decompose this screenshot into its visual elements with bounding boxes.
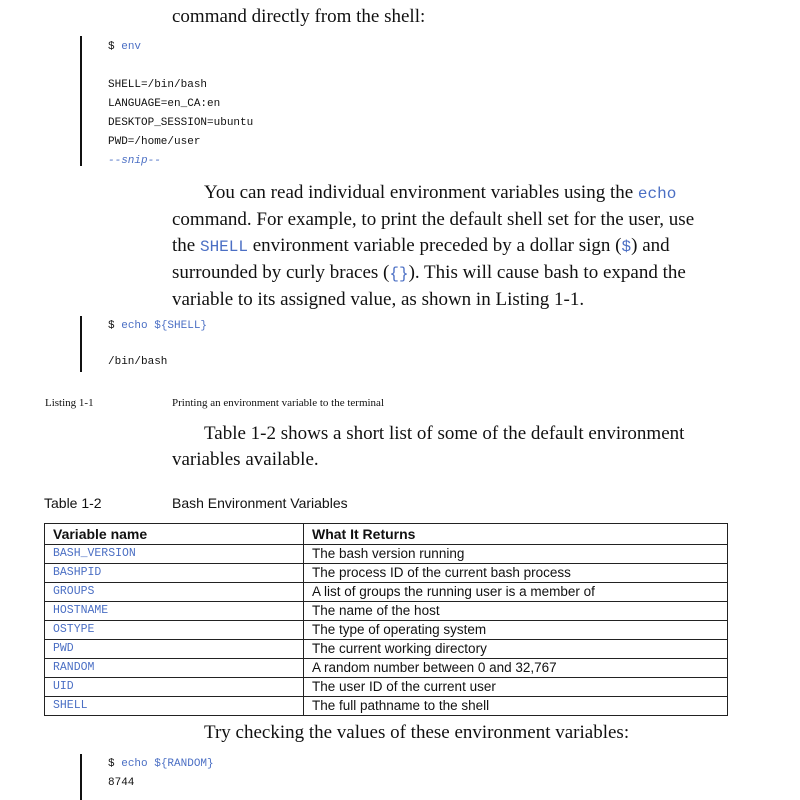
paragraph-echo: You can read individual environment variables using the echo command. For example, to print the default shell set for the user, use the SHELL environment variable preceded by a dollar sign ($) and surrounded by curly braces ({}). This will cause bash to expand the variable to its assigned value, as shown in Listing 1-1.: [172, 182, 695, 310]
code-block-bar: [80, 36, 82, 166]
listing-label: Listing 1-1: [45, 397, 94, 409]
code-output-line: PWD=/home/user: [108, 136, 201, 148]
table-header-returns: What It Returns: [304, 524, 728, 545]
code-output-line: LANGUAGE=en_CA:en: [108, 98, 221, 110]
code-command: echo ${RANDOM}: [121, 758, 214, 770]
table-row: BASH_VERSION The bash version running: [45, 545, 728, 564]
table-row: UID The user ID of the current user: [45, 678, 728, 697]
table-row: RANDOM A random number between 0 and 32,767: [45, 659, 728, 678]
table-label: Table 1-2: [44, 495, 102, 511]
code-block-bar: [80, 316, 82, 372]
table-row: HOSTNAME The name of the host: [45, 602, 728, 621]
code-command: env: [121, 41, 142, 53]
code-output-line: /bin/bash: [108, 356, 168, 368]
table-row: OSTYPE The type of operating system: [45, 621, 728, 640]
env-variables-table: [44, 523, 728, 716]
inline-code-shell: SHELL: [199, 238, 248, 256]
table-header-variable: Variable name: [45, 524, 304, 545]
code-command: echo ${SHELL}: [121, 320, 208, 332]
code-command-line: $ echo ${RANDOM}: [108, 758, 214, 770]
code-snip: --snip--: [108, 155, 161, 167]
code-block-env: [108, 38, 253, 171]
intro-text: command directly from the shell:: [172, 6, 426, 27]
code-block-echo-random: [108, 755, 214, 793]
inline-code-braces: {}: [389, 265, 409, 283]
code-command-line: $ echo ${SHELL}: [108, 320, 208, 332]
table-caption: Bash Environment Variables: [172, 495, 348, 511]
table-row: SHELL The full pathname to the shell: [45, 697, 728, 716]
listing-caption: Printing an environment variable to the terminal: [172, 397, 384, 409]
inline-code-echo: echo: [637, 185, 677, 203]
table-header-row: [45, 524, 728, 545]
code-output-line: 8744: [108, 777, 135, 789]
code-block-bar: [80, 754, 82, 800]
code-command-line: $ env: [108, 41, 142, 53]
table-row: PWD The current working directory: [45, 640, 728, 659]
code-output-line: SHELL=/bin/bash: [108, 79, 208, 91]
inline-code-dollar: $: [621, 238, 632, 256]
table-row: GROUPS A list of groups the running user is a member of: [45, 583, 728, 602]
paragraph-try: Try checking the values of these environment variables:: [204, 722, 630, 743]
code-output-line: DESKTOP_SESSION=ubuntu: [108, 117, 254, 129]
code-block-echo-shell: [108, 317, 207, 372]
paragraph-table-intro: Table 1-2 shows a short list of some of the default environment variables available.: [172, 423, 685, 470]
table-row: BASHPID The process ID of the current bash process: [45, 564, 728, 583]
